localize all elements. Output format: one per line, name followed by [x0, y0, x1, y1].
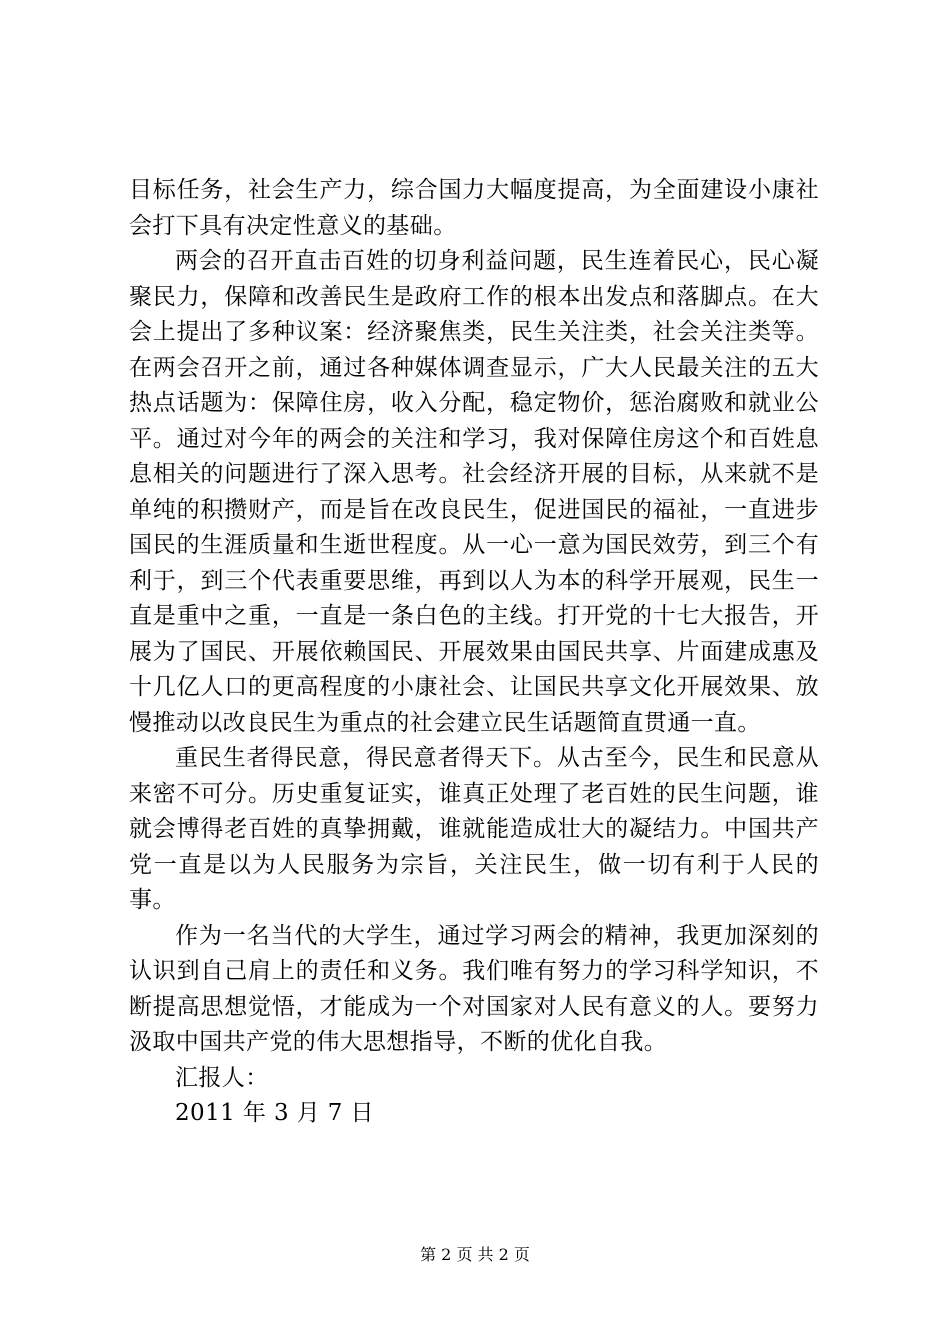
document-body — [129, 173, 819, 1132]
reporter-label: 汇报人： — [175, 1064, 269, 1091]
page-footer: 第 2 页 共 2 页 — [420, 1245, 530, 1264]
paragraph-continuation: 目标任务，社会生产力，综合国力大幅度提高，为全面建设小康社会打下具有决定性意义的基础。 — [129, 177, 819, 239]
report-date: 2011 年 3 月 7 日 — [175, 1100, 374, 1126]
paragraph-student-reflection: 作为一名当代的大学生，通过学习两会的精神，我更加深刻的认识到自己肩上的责任和义务。我们唯有努力的学习科学知识，不断提高思想觉悟，才能成为一个对国家对人民有意义的人。要努力汲取中国共产党的伟大思想指导，不断的优化自我。 — [129, 922, 819, 1055]
paragraph-two-sessions: 两会的召开直击百姓的切身利益问题，民生连着民心，民心凝聚民力，保障和改善民生是政府工作的根本出发点和落脚点。在大会上提出了多种议案：经济聚焦类，民生关注类，社会关注类等。在两会召开之前，通过各种媒体调查显示，广大人民最关注的五大热点话题为：保障住房，收入分配，稳定物价，惩治腐败和就业公平。通过对今年的两会的关注和学习，我对保障住房这个和百姓息息相关的问题进行了深入思考。社会经济开展的目标，从来就不是单纯的积攒财产，而是旨在改良民生，促进国民的福祉，一直进步国民的生涯质量和生逝世程度。从一心一意为国民效劳，到三个有利于，到三个代表重要思维，再到以人为本的科学开展观，民生一直是重中之重，一直是一条白色的主线。打开党的十七大报告，开展为了国民、开展依赖国民、开展效果由国民共享、片面建成惠及十几亿人口的更高程度的小康社会、让国民共享文化开展效果、放慢推动以改良民生为重点的社会建立民生话题简直贯通一直。 — [129, 248, 819, 736]
paragraph-people-livelihood: 重民生者得民意，得民意者得天下。从古至今，民生和民意从来密不可分。历史重复证实，谁真正处理了老百姓的民生问题，谁就会博得老百姓的真挚拥戴，谁就能造成壮大的凝结力。中国共产党一直是以为人民服务为宗旨，关注民生，做一切有利于人民的事。 — [129, 745, 819, 913]
